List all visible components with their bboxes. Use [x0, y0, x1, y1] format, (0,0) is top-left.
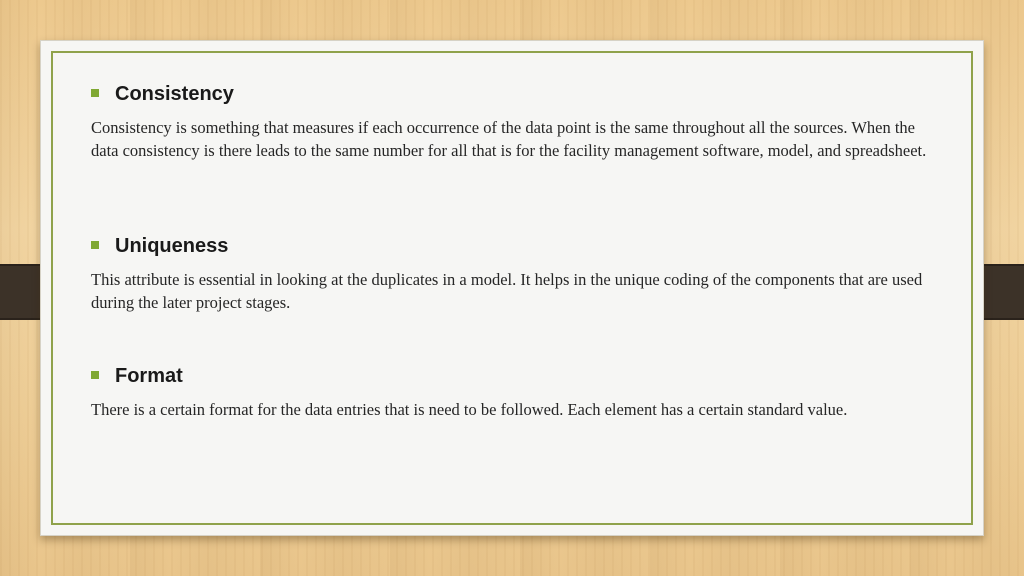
section-uniqueness: [91, 233, 931, 314]
section-body: This attribute is essential in looking at the duplicates in a model. It helps in the unique coding of the components that are used during the later project stages.: [91, 270, 923, 312]
heading-text: Consistency: [115, 82, 234, 105]
section-body: Consistency is something that measures if each occurrence of the data point is the same throughout all the sources. When the data consistency is there leads to the same number for all that is for the facility management software, model, and spreadsheet.: [91, 118, 927, 160]
square-bullet-icon: [91, 89, 99, 97]
square-bullet-icon: [91, 241, 99, 249]
heading-text: Uniqueness: [115, 234, 229, 257]
section-heading: [91, 81, 931, 107]
section-heading: [91, 233, 931, 259]
section-heading: [91, 363, 931, 389]
section-format: [91, 363, 931, 421]
section-body: There is a certain format for the data entries that is need to be followed. Each element has a certain standard value.: [91, 400, 848, 419]
square-bullet-icon: [91, 371, 99, 379]
heading-text: Format: [115, 364, 183, 387]
slide-card: [40, 40, 984, 536]
section-consistency: [91, 81, 931, 162]
